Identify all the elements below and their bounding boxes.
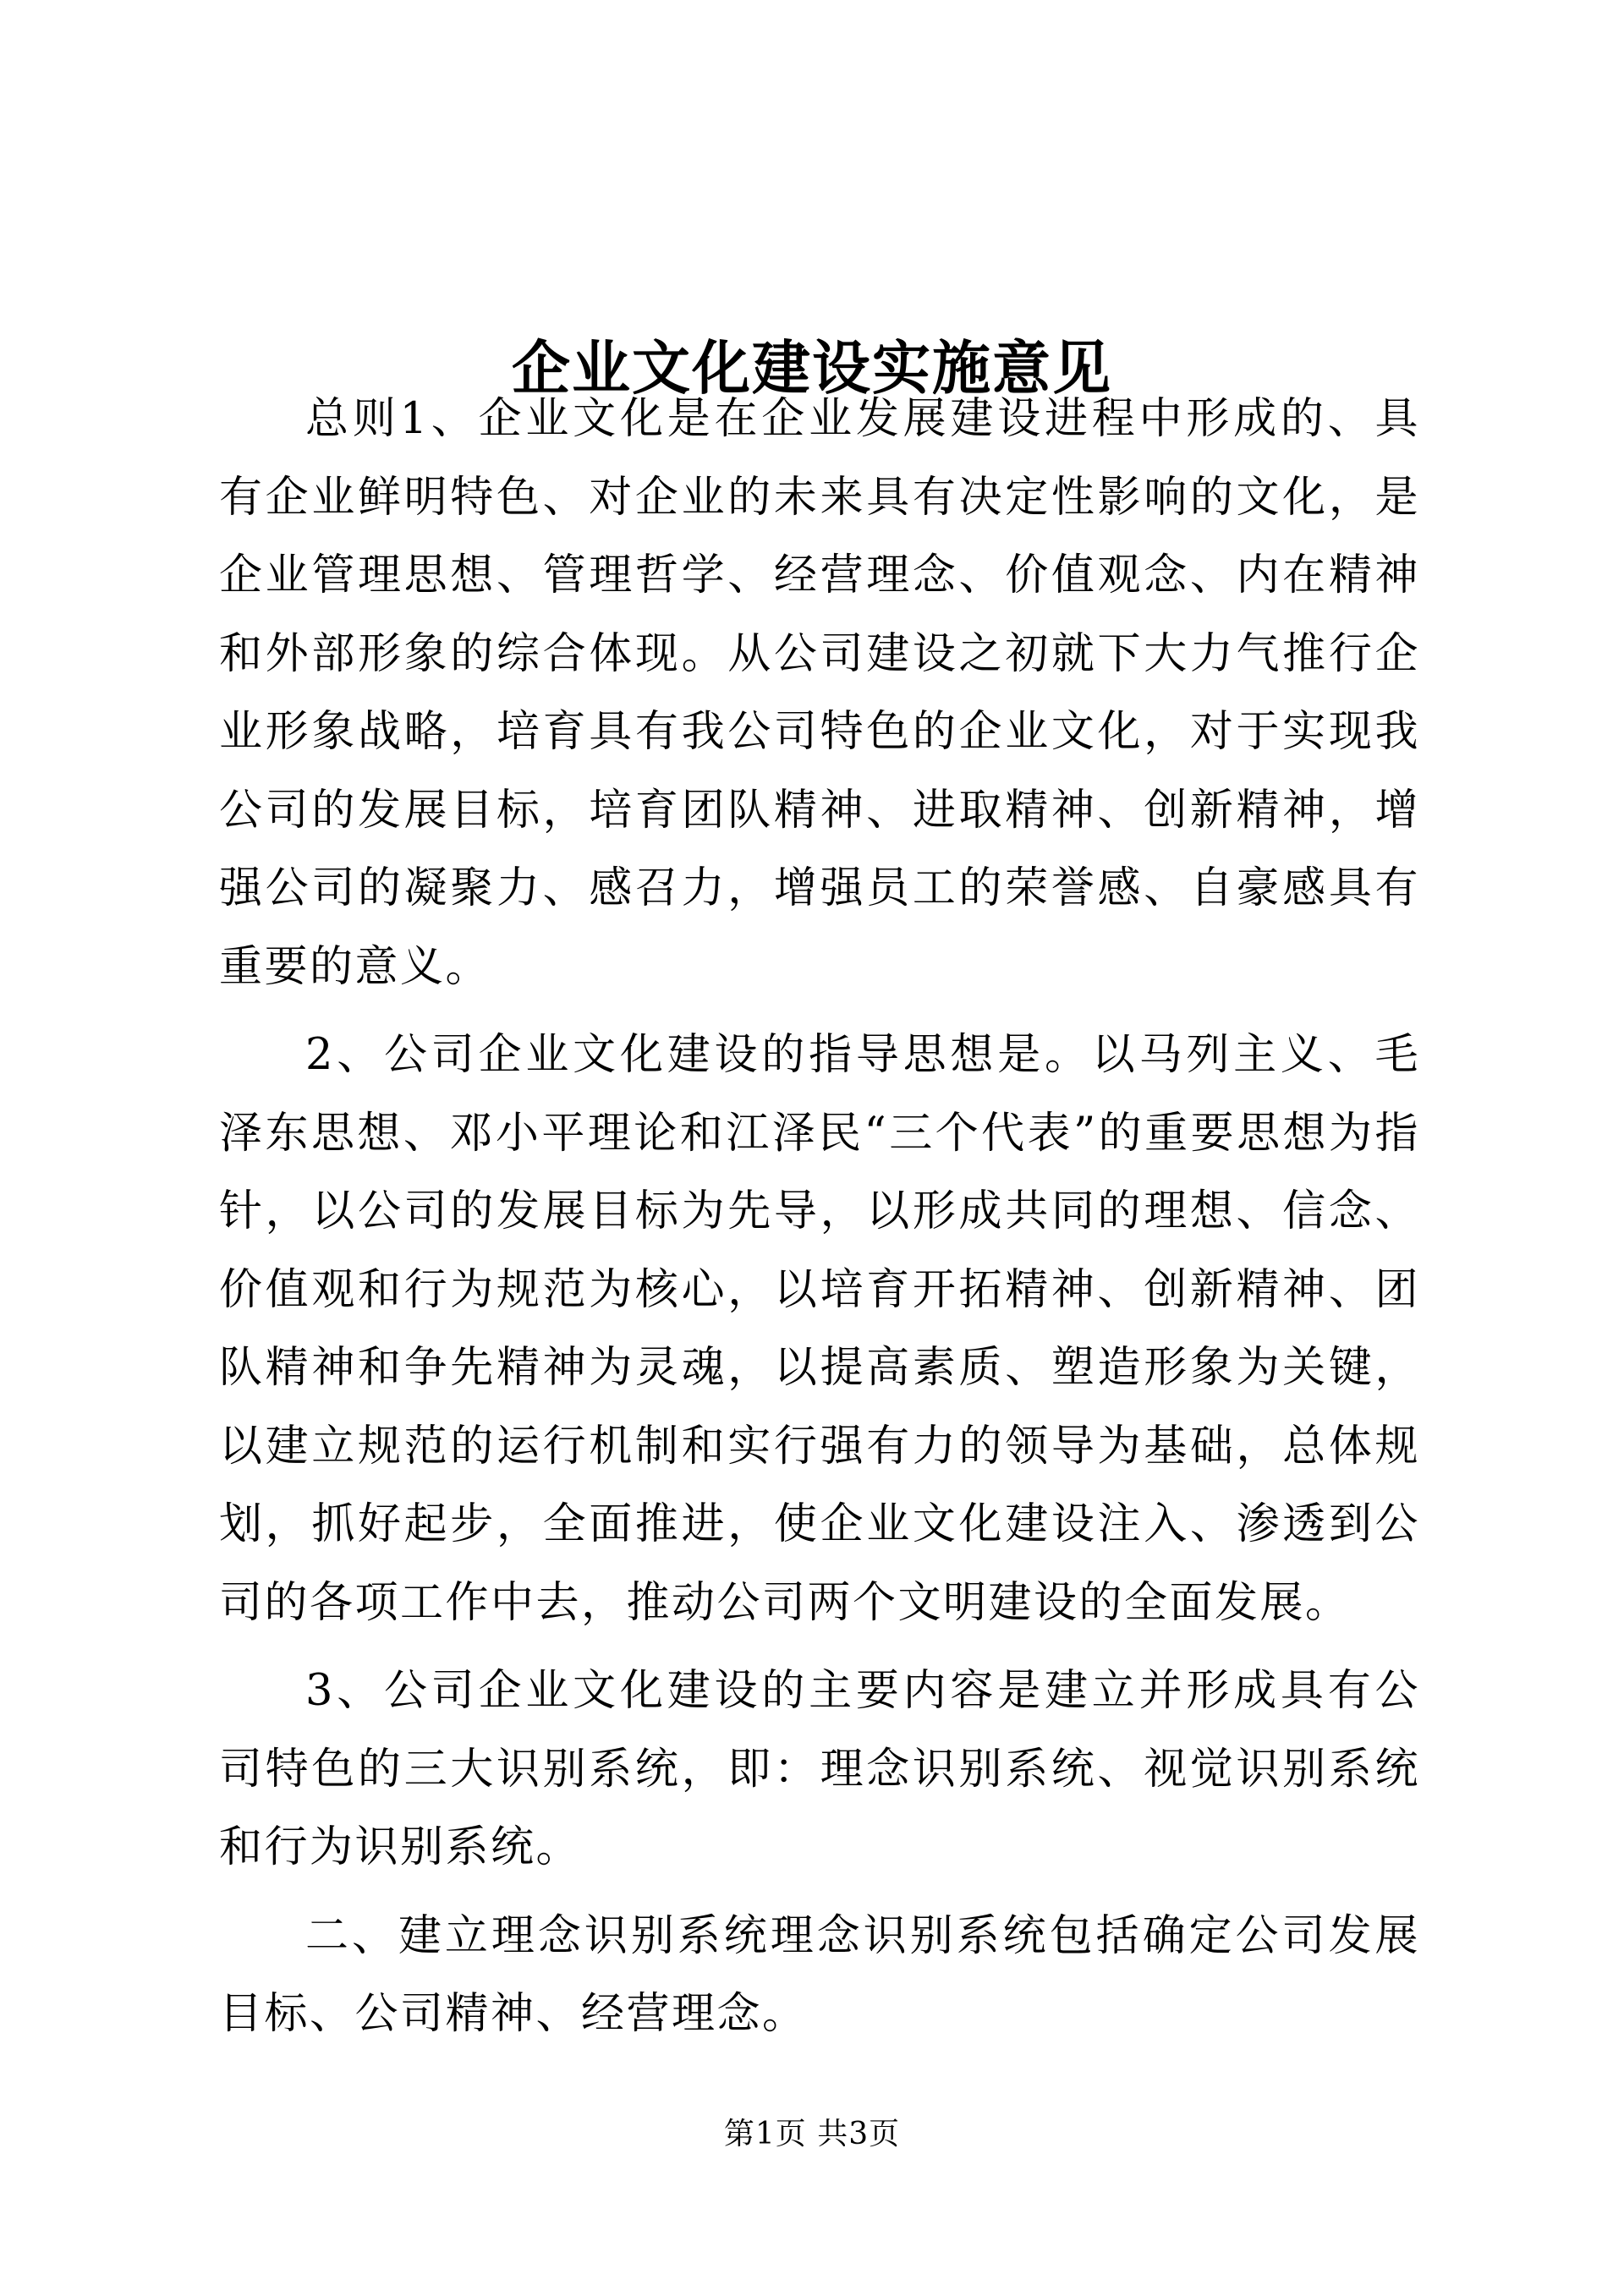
paragraph-general-principles: 总则1、企业文化是在企业发展建设进程中形成的、具有企业鲜明特色、对企业的未来具有决定性影响的文化，是企业管理思想、管理哲学、经营理念、价值观念、内在精神和外部形象的综合体现。从公司建设之初就下大力气推行企业形象战略，培育具有我公司特色的企业文化，对于实现我公司的发展目标，培育团队精神、进取精神、创新精神，增强公司的凝聚力、感召力，增强员工的荣誉感、自豪感具有重要的意义。 (219, 394, 1420, 992)
document-body (219, 381, 1420, 2058)
document-title: 企业文化建设实施意见 (512, 334, 1112, 403)
paragraph-main-content: 3、公司企业文化建设的主要内容是建立并形成具有公司特色的三大识别系统，即：理念识别系统、视觉识别系统和行为识别系统。 (219, 1666, 1420, 1872)
paragraph-guiding-ideology: 2、公司企业文化建设的指导思想是。以马列主义、毛泽东思想、邓小平理论和江泽民“三个代表”的重要思想为指针，以公司的发展目标为先导，以形成共同的理想、信念、价值观和行为规范为核心，以培育开拓精神、创新精神、团队精神和争先精神为灵魂，以提高素质、塑造形象为关键，以建立规范的运行机制和实行强有力的领导为基础，总体规划，抓好起步，全面推进，使企业文化建设注入、渗透到公司的各项工作中去，推动公司两个文明建设的全面发展。 (219, 1030, 1420, 1628)
page-number-footer: 第1页 共3页 (723, 2117, 901, 2151)
paragraph-concept-identity-system: 二、建立理念识别系统理念识别系统包括确定公司发展目标、公司精神、经营理念。 (219, 1910, 1420, 2039)
